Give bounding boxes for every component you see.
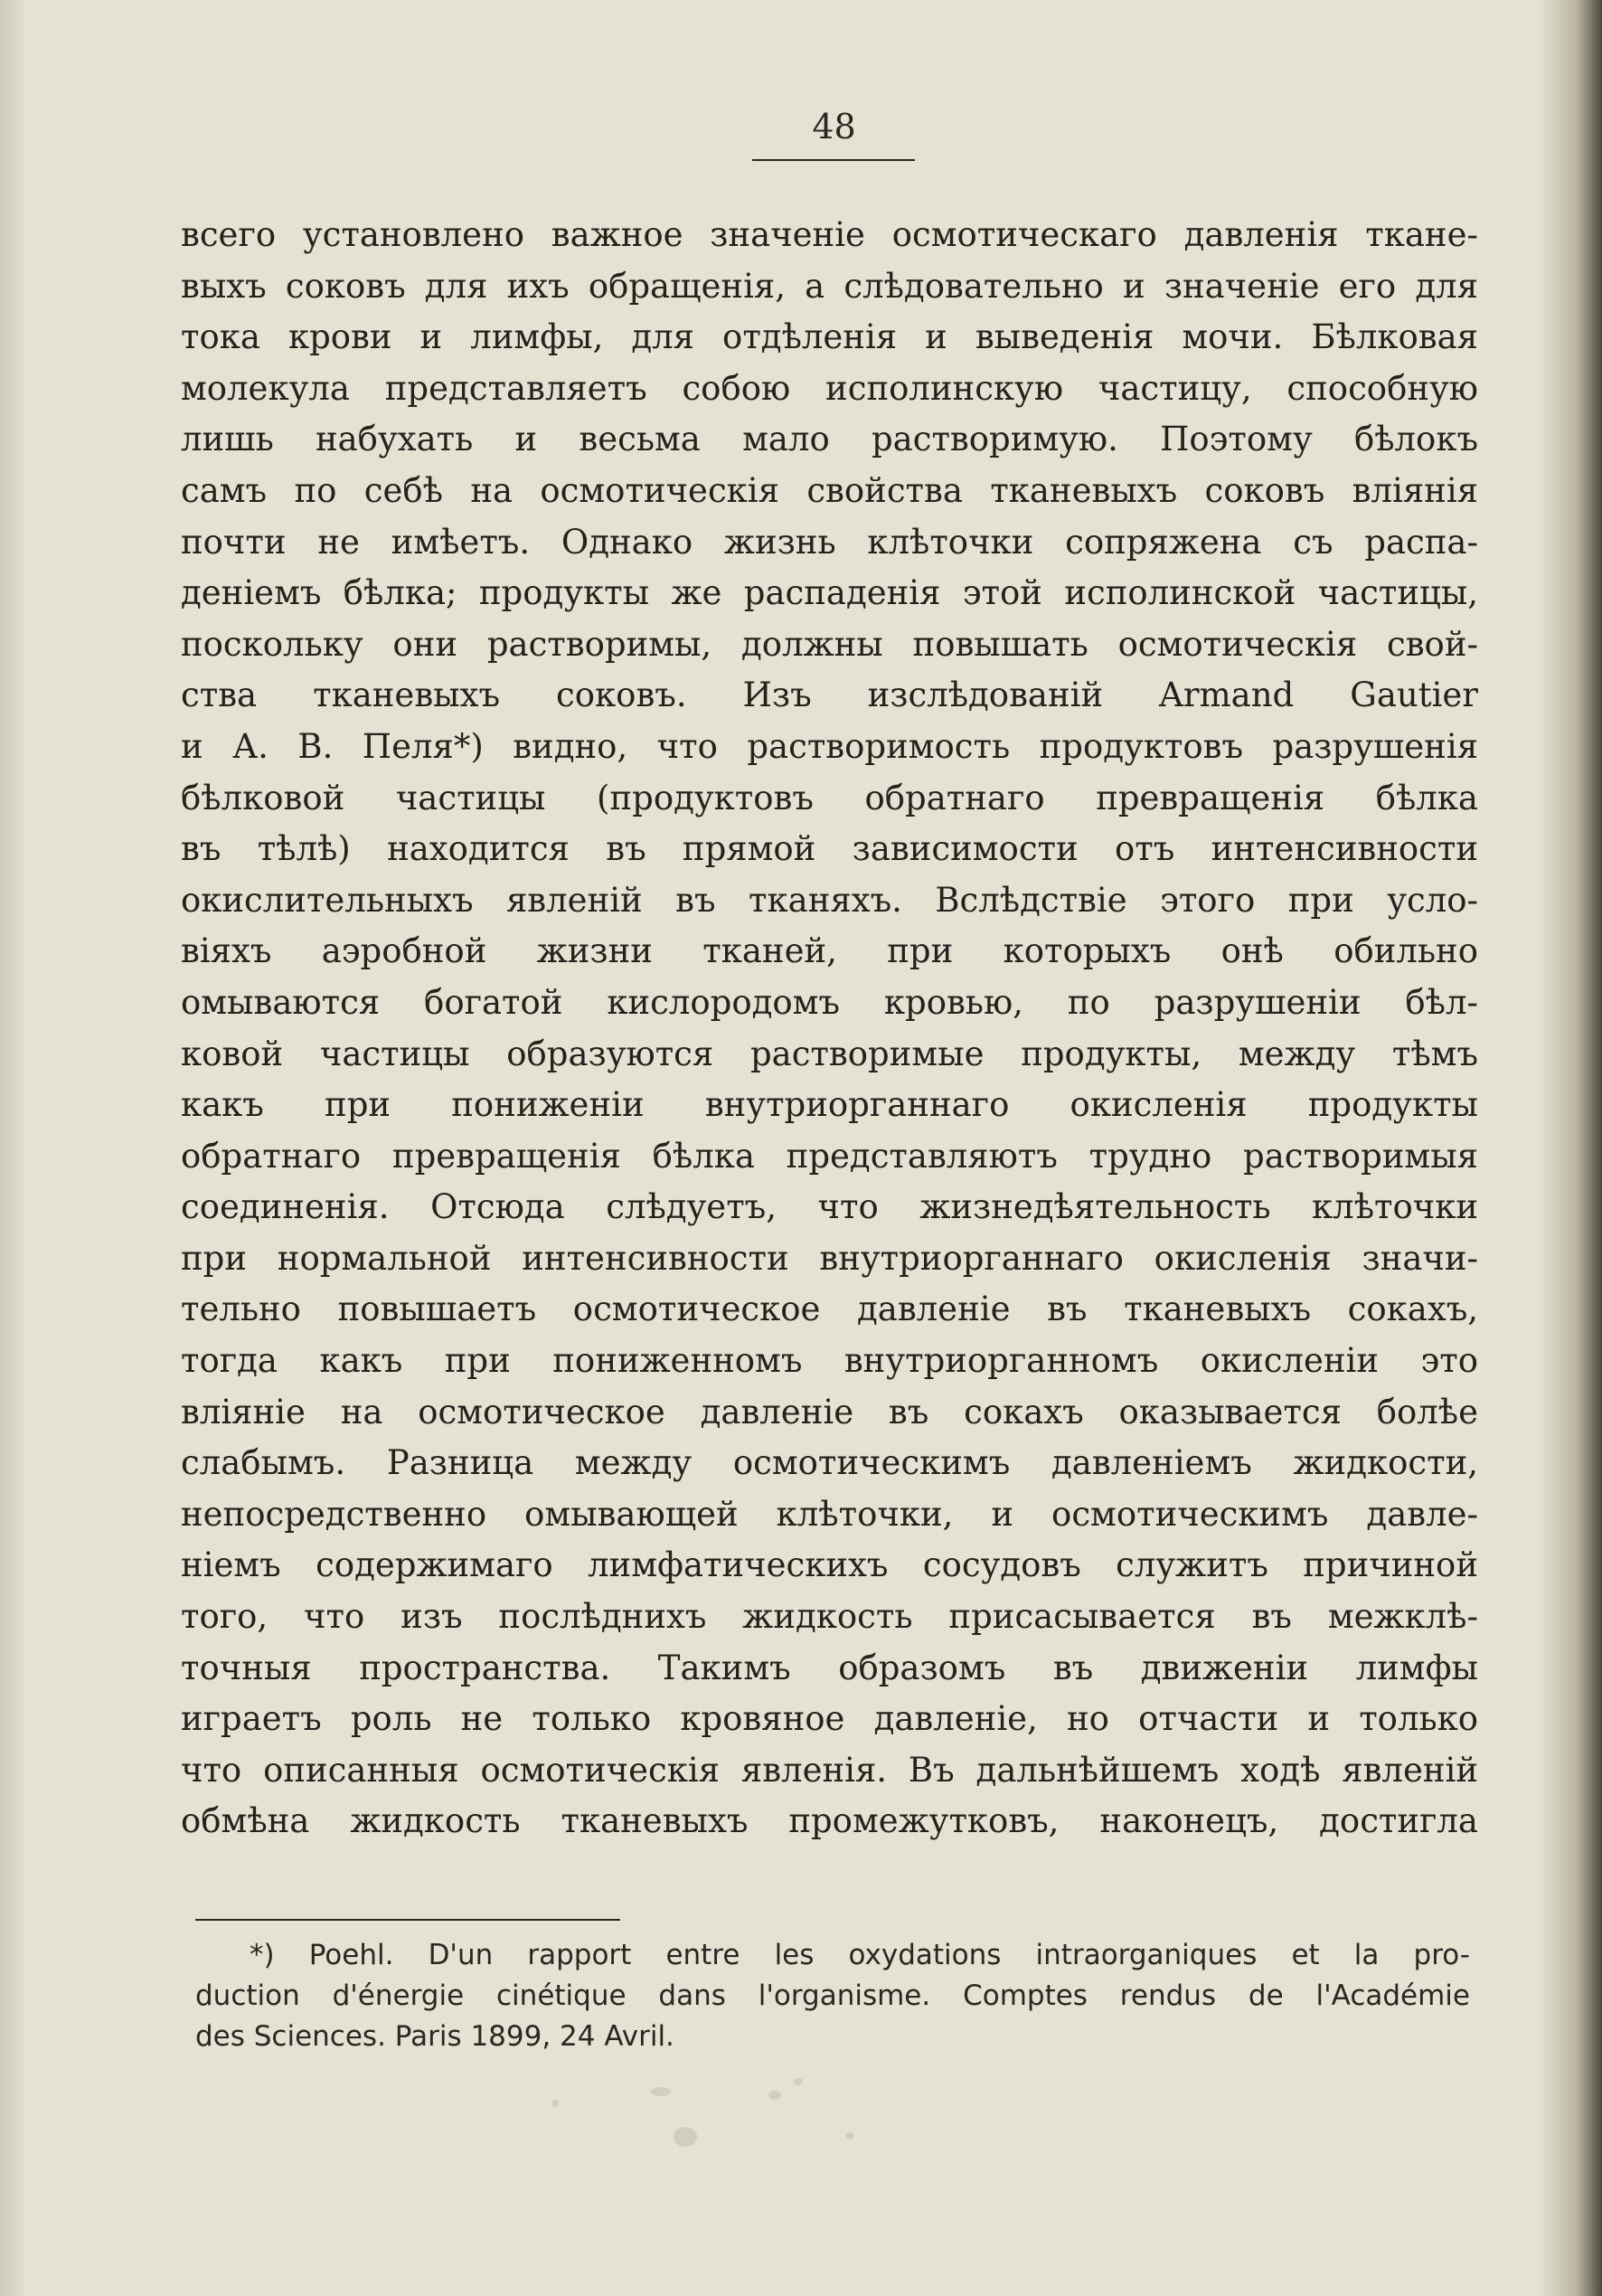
text-line: точныя пространства. Такимъ образомъ въ движеніи лимфы [181, 1648, 1478, 1687]
text-line: играетъ роль не только кровяное давленіе, но отчасти и только [181, 1699, 1478, 1739]
page-right-shadow [1539, 0, 1602, 2296]
text-line: омываются богатой кислородомъ кровью, по разрушеніи бѣл- [181, 982, 1478, 1022]
text-line: бѣлковой частицы (продуктовъ обратнаго превращенія бѣлка [181, 778, 1478, 817]
text-line: лишь набухать и весьма мало растворимую. Поэтому бѣлокъ [181, 420, 1478, 459]
footnote-line: des Sciences. Paris 1899, 24 Avril. [195, 2020, 674, 2053]
footnote [195, 1935, 1470, 2057]
text-line: деніемъ бѣлка; продукты же распаденія этой исполинской частицы, [181, 573, 1478, 613]
ink-speck [674, 2127, 697, 2147]
page-number: 48 [812, 107, 856, 146]
text-line: въ тѣлѣ) находится въ прямой зависимости отъ интенсивности [181, 829, 1478, 869]
text-line: тока крови и лимфы, для отдѣленія и выведенія мочи. Бѣлковая [181, 317, 1478, 357]
text-line: соединенія. Отсюда слѣдуетъ, что жизнедѣятельность клѣточки [181, 1187, 1478, 1227]
text-line: молекула представляетъ собою исполинскую частицу, способную [181, 368, 1478, 408]
ink-speck [845, 2132, 854, 2140]
text-line: ніемъ содержимаго лимфатическихъ сосудовъ служитъ причиной [181, 1545, 1478, 1585]
text-line: поскольку они растворимы, должны повышать осмотическія свой- [181, 624, 1478, 664]
text-line: обмѣна жидкость тканевыхъ промежутковъ, наконецъ, достигла [181, 1801, 1478, 1841]
text-line: ства тканевыхъ соковъ. Изъ изслѣдованій Armand Gautier [181, 676, 1478, 715]
text-line: слабымъ. Разница между осмотическимъ давленіемъ жидкости, [181, 1443, 1478, 1483]
text-line: почти не имѣетъ. Однако жизнь клѣточки сопряжена съ распа- [181, 522, 1478, 562]
body-text [181, 210, 1478, 1847]
text-line: того, что изъ послѣднихъ жидкость присасывается въ межклѣ- [181, 1597, 1478, 1637]
text-line: віяхъ аэробной жизни тканей, при которыхъ онѣ обильно [181, 931, 1478, 971]
text-line: при нормальной интенсивности внутриорганнаго окисленія значи- [181, 1238, 1478, 1278]
page-left-shadow [0, 0, 27, 2296]
text-line: какъ при пониженіи внутриорганнаго окисленія продукты [181, 1085, 1478, 1125]
text-line: непосредственно омывающей клѣточки, и осмотическимъ давле- [181, 1494, 1478, 1534]
ink-speck [551, 2100, 559, 2107]
text-line: обратнаго превращенія бѣлка представляютъ трудно растворимыя [181, 1136, 1478, 1176]
text-line: окислительныхъ явленій въ тканяхъ. Вслѣдствіе этого при усло- [181, 880, 1478, 920]
text-line: выхъ соковъ для ихъ обращенія, а слѣдовательно и значеніе его для [181, 266, 1478, 306]
page-number-rule [752, 159, 915, 161]
text-line: что описанныя осмотическія явленія. Въ дальнѣйшемъ ходѣ явленій [181, 1750, 1478, 1790]
text-line: тогда какъ при пониженномъ внутриорганномъ окисленіи это [181, 1341, 1478, 1381]
ink-speck [768, 2091, 781, 2100]
text-line: ковой частицы образуются растворимые продукты, между тѣмъ [181, 1034, 1478, 1073]
footnote-line: *) Poehl. D'un rapport entre les oxydations intraorganiques et la pro- [250, 1939, 1470, 1971]
text-line: самъ по себѣ на осмотическія свойства тканевыхъ соковъ вліянія [181, 470, 1478, 510]
ink-speck [651, 2087, 671, 2096]
text-line: всего установлено важное значеніе осмотическаго давленія ткане- [181, 215, 1478, 254]
ink-speck [794, 2078, 803, 2085]
text-line: тельно повышаетъ осмотическое давленіе въ тканевыхъ сокахъ, [181, 1290, 1478, 1329]
footnote-rule [195, 1919, 620, 1921]
text-line: и А. В. Пеля*) видно, что растворимость продуктовъ разрушенія [181, 726, 1478, 766]
text-line: вліяніе на осмотическое давленіе въ сокахъ оказывается болѣе [181, 1392, 1478, 1431]
footnote-line: duction d'énergie cinétique dans l'organisme. Comptes rendus de l'Académie [195, 1979, 1470, 2012]
